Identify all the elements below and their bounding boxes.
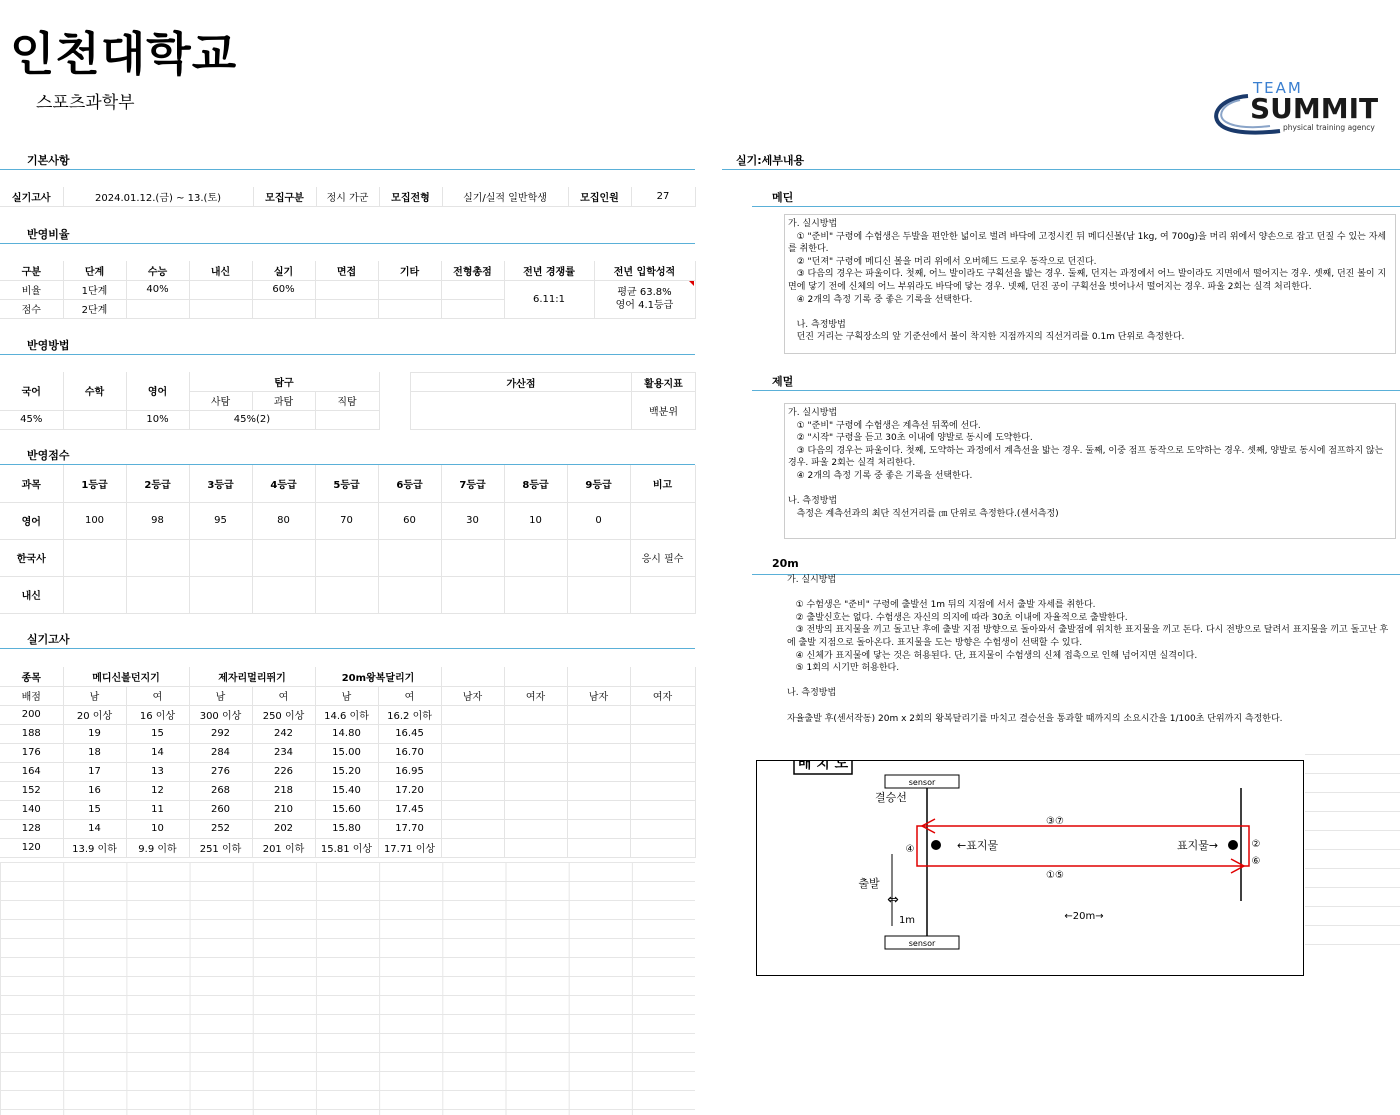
practical-sub: 여 bbox=[126, 686, 189, 705]
practical-cell bbox=[504, 800, 567, 819]
ratio-cell bbox=[189, 280, 252, 299]
exam-date: 2024.01.12.(금) ~ 13.(토) bbox=[63, 187, 253, 206]
practical-cell: 16.95 bbox=[378, 762, 441, 781]
entry-score bbox=[594, 280, 695, 318]
practical-sub: 여 bbox=[378, 686, 441, 705]
practical-cell: 17.70 bbox=[378, 819, 441, 838]
ratio-cell bbox=[441, 280, 504, 299]
practical-cell bbox=[630, 705, 695, 724]
score-cell bbox=[315, 539, 378, 576]
practical-cell: 200 bbox=[0, 705, 63, 724]
score-cell bbox=[504, 539, 567, 576]
ratio-header: 수능 bbox=[126, 261, 189, 280]
run-title: 20m bbox=[752, 557, 1400, 575]
run-box bbox=[784, 573, 1396, 726]
practical-cell bbox=[441, 800, 504, 819]
practical-cell: 234 bbox=[252, 743, 315, 762]
practical-cell bbox=[441, 838, 504, 857]
practical-sub: 여자 bbox=[630, 686, 695, 705]
medicine-box bbox=[784, 214, 1396, 354]
ratio-cell bbox=[315, 280, 378, 299]
entry-score-english: 영어 4.1등급 bbox=[615, 300, 674, 311]
score-header: 2등급 bbox=[126, 465, 189, 502]
practical-cell bbox=[504, 705, 567, 724]
section-practical: 실기고사 bbox=[0, 631, 695, 649]
practical-cell bbox=[567, 705, 630, 724]
practical-header: 메디신볼던지기 bbox=[63, 667, 189, 686]
ratio-cell: 60% bbox=[252, 280, 315, 299]
method-inquiry: 탐구 bbox=[189, 372, 379, 391]
practical-row bbox=[0, 781, 695, 800]
method-social: 사탐 bbox=[189, 391, 252, 410]
practical-sub: 배점 bbox=[0, 686, 63, 705]
practical-header: 제자리멀리뛰기 bbox=[189, 667, 315, 686]
practical-cell: 16 bbox=[63, 781, 126, 800]
practical-cell bbox=[441, 819, 504, 838]
ratio-cell bbox=[252, 299, 315, 318]
ratio-cell: 40% bbox=[126, 280, 189, 299]
bonus-header: 가산점 bbox=[411, 373, 632, 392]
practical-row bbox=[0, 724, 695, 743]
practical-cell bbox=[630, 762, 695, 781]
entry-score-avg: 평균 63.8% bbox=[617, 287, 672, 298]
svg-text:①⑤: ①⑤ bbox=[1046, 870, 1064, 881]
practical-cell: 292 bbox=[189, 724, 252, 743]
score-cell bbox=[189, 539, 252, 576]
ratio-table bbox=[0, 261, 696, 319]
ratio-header: 내신 bbox=[189, 261, 252, 280]
practical-cell: 120 bbox=[0, 838, 63, 857]
practical-cell: 14 bbox=[126, 743, 189, 762]
ratio-header: 구분 bbox=[0, 261, 63, 280]
index-value: 백분위 bbox=[632, 392, 696, 430]
practical-cell bbox=[630, 781, 695, 800]
svg-text:physical training agency: physical training agency bbox=[1283, 123, 1375, 132]
practical-cell: 15.81 이상 bbox=[315, 838, 378, 857]
comment-marker bbox=[689, 281, 694, 286]
practical-sub: 여 bbox=[252, 686, 315, 705]
team-summit-logo bbox=[1210, 76, 1395, 138]
practical-cell: 276 bbox=[189, 762, 252, 781]
score-cell bbox=[252, 576, 315, 613]
practical-cell bbox=[630, 724, 695, 743]
practical-row bbox=[0, 762, 695, 781]
practical-cell: 176 bbox=[0, 743, 63, 762]
score-cell bbox=[441, 576, 504, 613]
score-cell: 한국사 bbox=[0, 539, 63, 576]
score-header: 3등급 bbox=[189, 465, 252, 502]
practical-cell: 250 이상 bbox=[252, 705, 315, 724]
ratio-cell bbox=[378, 299, 441, 318]
type-label: 모집구분 bbox=[253, 187, 316, 206]
practical-cell: 140 bbox=[0, 800, 63, 819]
score-table bbox=[0, 465, 696, 614]
svg-text:③⑦: ③⑦ bbox=[1046, 816, 1064, 827]
score-cell: 100 bbox=[63, 502, 126, 539]
practical-row bbox=[0, 705, 695, 724]
practical-cell bbox=[630, 819, 695, 838]
practical-cell: 18 bbox=[63, 743, 126, 762]
practical-cell: 16.45 bbox=[378, 724, 441, 743]
practical-cell: 9.9 이하 bbox=[126, 838, 189, 857]
svg-text:←표지물: ←표지물 bbox=[957, 839, 999, 852]
score-header: 7등급 bbox=[441, 465, 504, 502]
svg-text:←20m→: ←20m→ bbox=[1064, 911, 1104, 922]
method-table bbox=[0, 372, 380, 430]
practical-row bbox=[0, 838, 695, 857]
practical-cell bbox=[567, 762, 630, 781]
competition-value: 6.11:1 bbox=[504, 280, 594, 318]
track-label: 모집전형 bbox=[379, 187, 442, 206]
score-cell bbox=[252, 539, 315, 576]
ratio-cell: 2단계 bbox=[63, 299, 126, 318]
score-cell bbox=[378, 576, 441, 613]
practical-cell: 242 bbox=[252, 724, 315, 743]
practical-cell: 16 이상 bbox=[126, 705, 189, 724]
section-score: 반영점수 bbox=[0, 447, 695, 465]
score-cell bbox=[63, 539, 126, 576]
practical-cell bbox=[567, 819, 630, 838]
practical-cell: 13.9 이하 bbox=[63, 838, 126, 857]
method-korean: 국어 bbox=[0, 372, 63, 410]
index-header: 활용지표 bbox=[632, 373, 696, 392]
practical-sub: 남 bbox=[315, 686, 378, 705]
method-english: 영어 bbox=[126, 372, 189, 410]
ratio-cell: 1단계 bbox=[63, 280, 126, 299]
practical-header: 20m왕복달리기 bbox=[315, 667, 441, 686]
method-korean-value: 45% bbox=[0, 410, 63, 429]
empty-grid-right bbox=[1305, 754, 1400, 948]
practical-cell bbox=[567, 800, 630, 819]
ratio-cell bbox=[189, 299, 252, 318]
score-header: 9등급 bbox=[567, 465, 630, 502]
score-cell: 0 bbox=[567, 502, 630, 539]
medicine-title: 메딘 bbox=[752, 189, 1400, 207]
exam-label: 실기고사 bbox=[0, 187, 63, 206]
practical-cell: 15 bbox=[63, 800, 126, 819]
practical-cell bbox=[504, 724, 567, 743]
svg-text:TEAM: TEAM bbox=[1253, 79, 1303, 97]
score-cell: 95 bbox=[189, 502, 252, 539]
svg-text:출발: 출발 bbox=[858, 877, 880, 890]
practical-cell: 15.20 bbox=[315, 762, 378, 781]
score-cell: 응시 필수 bbox=[630, 539, 695, 576]
practical-cell: 13 bbox=[126, 762, 189, 781]
practical-cell: 260 bbox=[189, 800, 252, 819]
practical-cell: 226 bbox=[252, 762, 315, 781]
practical-cell bbox=[630, 838, 695, 857]
practical-cell: 14.6 이하 bbox=[315, 705, 378, 724]
ratio-cell bbox=[441, 299, 504, 318]
ratio-header: 전년 경쟁률 bbox=[504, 261, 594, 280]
basic-table bbox=[0, 187, 696, 207]
method-math-value bbox=[63, 410, 126, 429]
practical-cell bbox=[567, 838, 630, 857]
jump-title: 제멀 bbox=[752, 373, 1400, 391]
score-header: 1등급 bbox=[63, 465, 126, 502]
practical-cell bbox=[567, 781, 630, 800]
practical-cell: 20 이상 bbox=[63, 705, 126, 724]
ratio-header: 실기 bbox=[252, 261, 315, 280]
practical-cell: 188 bbox=[0, 724, 63, 743]
score-cell: 내신 bbox=[0, 576, 63, 613]
practical-cell: 17.20 bbox=[378, 781, 441, 800]
practical-cell bbox=[441, 743, 504, 762]
practical-cell bbox=[504, 762, 567, 781]
practical-cell bbox=[630, 743, 695, 762]
practical-sub: 여자 bbox=[504, 686, 567, 705]
score-cell bbox=[567, 539, 630, 576]
score-cell bbox=[567, 576, 630, 613]
practical-cell bbox=[504, 781, 567, 800]
practical-cell: 152 bbox=[0, 781, 63, 800]
empty-spreadsheet-grid bbox=[0, 862, 695, 1115]
score-cell: 10 bbox=[504, 502, 567, 539]
practical-cell: 19 bbox=[63, 724, 126, 743]
score-cell bbox=[378, 539, 441, 576]
score-cell: 80 bbox=[252, 502, 315, 539]
svg-text:sensor: sensor bbox=[908, 939, 936, 948]
score-header: 5등급 bbox=[315, 465, 378, 502]
svg-text:SUMMIT: SUMMIT bbox=[1250, 92, 1379, 125]
ratio-header: 기타 bbox=[378, 261, 441, 280]
score-header: 과목 bbox=[0, 465, 63, 502]
practical-cell: 16.2 이하 bbox=[378, 705, 441, 724]
score-header: 4등급 bbox=[252, 465, 315, 502]
ratio-header: 단계 bbox=[63, 261, 126, 280]
practical-sub: 남자 bbox=[567, 686, 630, 705]
score-cell bbox=[441, 539, 504, 576]
section-basic: 기본사항 bbox=[0, 152, 695, 170]
practical-cell bbox=[504, 819, 567, 838]
practical-cell: 17.45 bbox=[378, 800, 441, 819]
practical-cell: 210 bbox=[252, 800, 315, 819]
practical-cell: 11 bbox=[126, 800, 189, 819]
svg-text:⇔: ⇔ bbox=[887, 892, 899, 908]
svg-text:②: ② bbox=[1251, 839, 1261, 850]
score-cell bbox=[315, 576, 378, 613]
practical-cell bbox=[567, 743, 630, 762]
bonus-value bbox=[411, 392, 632, 430]
score-header: 6등급 bbox=[378, 465, 441, 502]
practical-sub: 남 bbox=[63, 686, 126, 705]
score-cell: 70 bbox=[315, 502, 378, 539]
method-math: 수학 bbox=[63, 372, 126, 410]
method-inquiry-value: 45%(2) bbox=[189, 410, 315, 429]
practical-cell bbox=[567, 724, 630, 743]
run-text: 가. 실시방법 ① 수험생은 "준비" 구령에 출발선 1m 뒤의 지점에 서서 출발 자세를 취한다. ② 출발신호는 없다. 수험생은 자신의 의지에 따라 30초 이내에 자율적으로 출발한다. ③ 전방의 표지물을 끼고 돌고난 후에 출발 지점 방향으로 돌아와서 출발점에 위치한 표지물을 끼고 돈다. 다시 전방으로 달려서 표지물을 끼고 돌고난 후에 출발 지점으로 돌아온다. 표지물을 도는 방향은 수험생이 선택할 수 있다. ④ 신체가 표지물에 닿는 것은 허용된다. 단, 표지물이 수험생의 신체 접촉으로 인해 넘어지면 실격이다. ⑤ 1회의 시기만 허용한다. 나. 측정방법 자율출발 후(센서작동) 20m x 2회의 왕복달리기를 마치고 결승선을 통과할 때까지의 소요시간을 1/100초 단위까지 측정한다. bbox=[787, 575, 1389, 724]
practical-cell: 14 bbox=[63, 819, 126, 838]
type-value: 정시 가군 bbox=[316, 187, 379, 206]
practical-cell bbox=[630, 800, 695, 819]
practical-cell: 17 bbox=[63, 762, 126, 781]
practical-header: 종목 bbox=[0, 667, 63, 686]
practical-cell bbox=[441, 762, 504, 781]
practical-table bbox=[0, 667, 696, 858]
score-cell: 98 bbox=[126, 502, 189, 539]
practical-cell: 15.40 bbox=[315, 781, 378, 800]
practical-cell: 164 bbox=[0, 762, 63, 781]
practical-cell: 201 이하 bbox=[252, 838, 315, 857]
practical-cell: 202 bbox=[252, 819, 315, 838]
score-header: 비고 bbox=[630, 465, 695, 502]
practical-cell: 15.80 bbox=[315, 819, 378, 838]
score-cell bbox=[189, 576, 252, 613]
practical-cell: 16.70 bbox=[378, 743, 441, 762]
score-cell: 30 bbox=[441, 502, 504, 539]
practical-cell: 128 bbox=[0, 819, 63, 838]
method-blank bbox=[315, 410, 379, 429]
score-cell bbox=[630, 576, 695, 613]
practical-sub: 남자 bbox=[441, 686, 504, 705]
practical-cell bbox=[504, 838, 567, 857]
practical-cell: 300 이상 bbox=[189, 705, 252, 724]
practical-cell: 10 bbox=[126, 819, 189, 838]
practical-cell: 268 bbox=[189, 781, 252, 800]
practical-row bbox=[0, 743, 695, 762]
practical-cell: 284 bbox=[189, 743, 252, 762]
practical-cell bbox=[441, 705, 504, 724]
method-science: 과탐 bbox=[252, 391, 315, 410]
ratio-cell: 점수 bbox=[0, 299, 63, 318]
ratio-header: 전형총점 bbox=[441, 261, 504, 280]
score-cell bbox=[504, 576, 567, 613]
practical-cell bbox=[441, 781, 504, 800]
department-name: 스포츠과학부 bbox=[36, 93, 135, 113]
bonus-table bbox=[410, 372, 696, 430]
practical-cell: 218 bbox=[252, 781, 315, 800]
practical-cell: 15.60 bbox=[315, 800, 378, 819]
practical-cell: 15 bbox=[126, 724, 189, 743]
practical-cell: 17.71 이상 bbox=[378, 838, 441, 857]
ratio-cell: 비율 bbox=[0, 280, 63, 299]
section-detail: 실기:세부내용 bbox=[722, 152, 1400, 170]
practical-row bbox=[0, 819, 695, 838]
section-ratio: 반영비율 bbox=[0, 226, 695, 244]
svg-text:④: ④ bbox=[905, 844, 915, 855]
method-english-value: 10% bbox=[126, 410, 189, 429]
practical-cell: 12 bbox=[126, 781, 189, 800]
svg-text:⑥: ⑥ bbox=[1251, 856, 1261, 867]
practical-cell bbox=[441, 724, 504, 743]
score-cell bbox=[63, 576, 126, 613]
practical-cell: 252 bbox=[189, 819, 252, 838]
svg-text:배 치 도: 배 치 도 bbox=[797, 761, 849, 772]
method-vocational: 직탐 bbox=[315, 391, 379, 410]
score-cell: 영어 bbox=[0, 502, 63, 539]
ratio-header: 전년 입학성적 bbox=[594, 261, 695, 280]
practical-cell bbox=[504, 743, 567, 762]
svg-text:sensor: sensor bbox=[908, 778, 936, 787]
score-cell bbox=[126, 576, 189, 613]
ratio-cell bbox=[315, 299, 378, 318]
ratio-cell bbox=[126, 299, 189, 318]
practical-sub: 남 bbox=[189, 686, 252, 705]
practical-cell: 15.00 bbox=[315, 743, 378, 762]
practical-row bbox=[0, 800, 695, 819]
count-label: 모집인원 bbox=[568, 187, 631, 206]
practical-cell: 251 이하 bbox=[189, 838, 252, 857]
section-method: 반영방법 bbox=[0, 337, 695, 355]
medicine-text: 가. 실시방법 ① "준비" 구령에 수험생은 두발을 편안한 넓이로 벌려 바닥에 고정시킨 뒤 메디신볼(남 1kg, 여 700g)을 머리 위에서 양손으로 잡고 던질 수 있는 자세를 취한다. ② "던져" 구령에 메디신 볼을 머리 위에서 오버헤드 드로우 동작으로 던진다. ③ 다음의 경우는 파울이다. 첫째, 어느 발이라도 구획선을 밟는 경우. 둘째, 던지는 과정에서 어느 발이라도 지면에서 떨어지는 경우. 셋째, 던진 볼이 지면에 닿기 전에 신체의 어느 부위라도 바닥에 닿는 경우. 넷째, 던진 공이 구획선을 벗어나서 떨어지는 경우. 파울 2회는 실격 처리한다. ④ 2개의 측정 기록 중 좋은 기록을 선택한다. 나. 측정방법 던진 거리는 구획장소의 앞 기준선에서 볼이 착지한 지점까지의 직선거리를 0.1m 단위로 측정한다. bbox=[788, 219, 1387, 343]
layout-diagram bbox=[756, 760, 1304, 976]
score-cell bbox=[126, 539, 189, 576]
score-header: 8등급 bbox=[504, 465, 567, 502]
svg-text:1m: 1m bbox=[898, 915, 916, 926]
score-cell bbox=[630, 502, 695, 539]
score-cell: 60 bbox=[378, 502, 441, 539]
track-value: 실기/실적 일반학생 bbox=[442, 187, 568, 206]
ratio-cell bbox=[378, 280, 441, 299]
jump-text: 가. 실시방법 ① "준비" 구령에 수험생은 계측선 뒤쪽에 선다. ② "시작" 구령을 듣고 30초 이내에 양발로 동시에 도약한다. ③ 다음의 경우는 파울이다. 첫째, 도약하는 과정에서 계측선을 밟는 경우. 둘째, 이중 점프 동작으로 도약하는 경우. 셋째, 양발로 동시에 점프하지 않는 경우. 파울 2회는 실격 처리한다. ④ 2개의 측정 기록 중 좋은 기록을 선택한다. 나. 측정방법 측정은 계측선과의 최단 직선거리를 ㎝ 단위로 측정한다.(센서측정) bbox=[788, 408, 1384, 519]
ratio-header: 면접 bbox=[315, 261, 378, 280]
practical-cell: 14.80 bbox=[315, 724, 378, 743]
university-title: 인천대학교 bbox=[10, 27, 238, 81]
svg-text:결승선: 결승선 bbox=[875, 791, 907, 804]
jump-box bbox=[784, 403, 1396, 539]
svg-text:표지물→: 표지물→ bbox=[1177, 839, 1219, 852]
count-value: 27 bbox=[631, 187, 695, 206]
